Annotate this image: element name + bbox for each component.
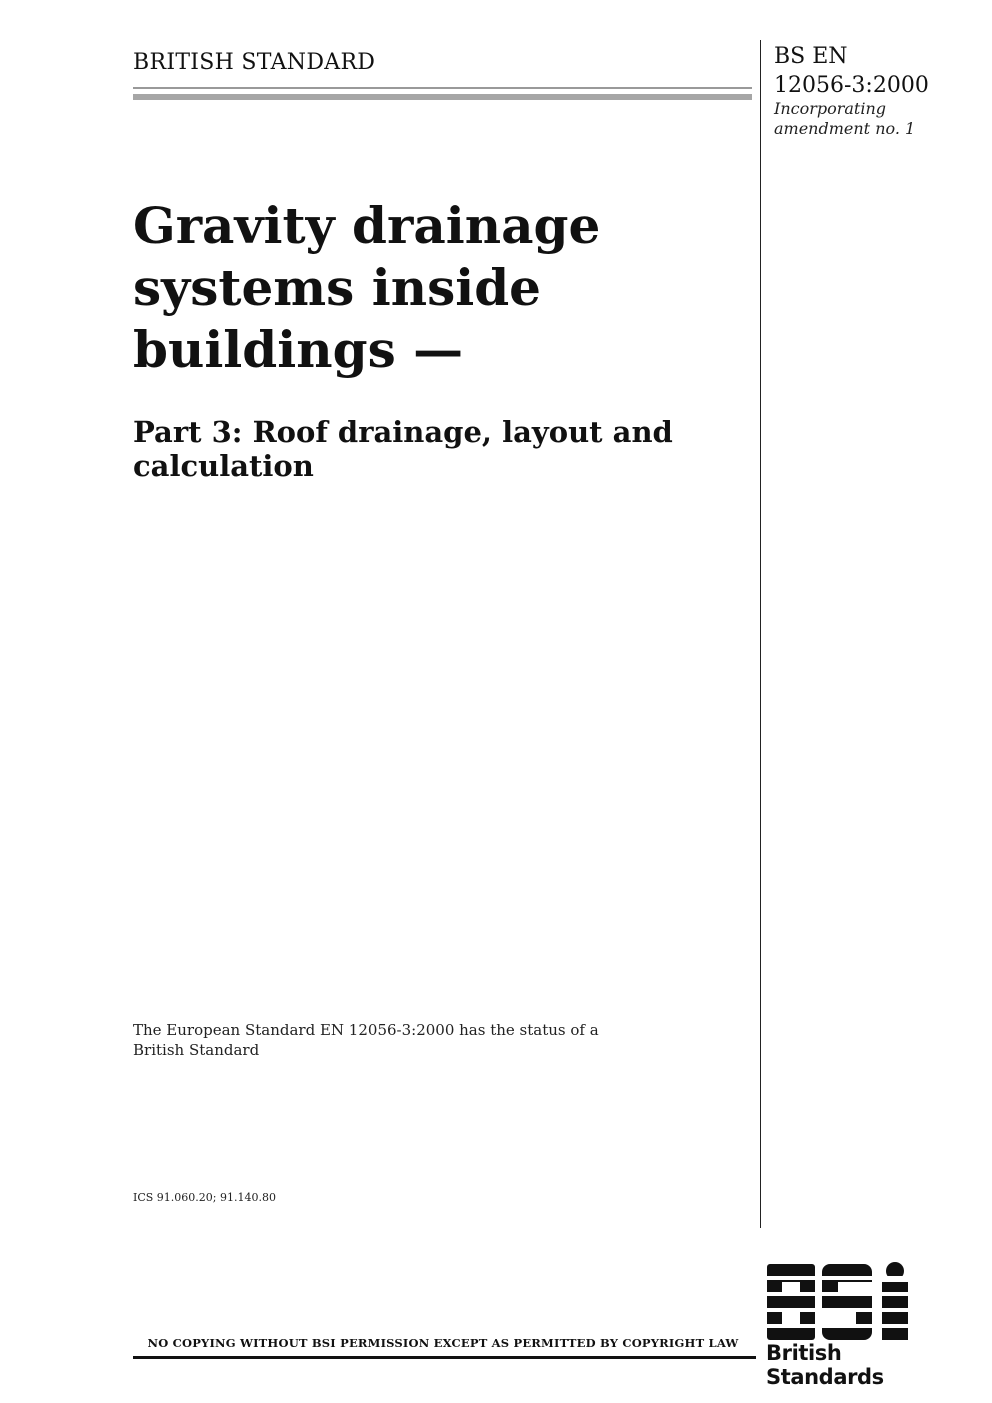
standard-number-line2: 12056-3:2000: [774, 73, 929, 98]
amendment-line2: amendment no. 1: [774, 119, 916, 138]
copyright-notice: NO COPYING WITHOUT BSI PERMISSION EXCEPT AS PERMITTED BY COPYRIGHT LAW: [147, 1336, 739, 1350]
standard-number: [774, 42, 929, 100]
bsi-logo-caption: British Standards: [766, 1341, 884, 1389]
standard-number-line1: BS EN: [774, 44, 848, 69]
amendment-line1: Incorporating: [774, 99, 887, 118]
document-subtitle: [133, 415, 743, 483]
ics-code: ICS 91.060.20; 91.140.80: [133, 1191, 276, 1204]
document-title: [133, 195, 743, 381]
title-line2: systems inside: [133, 258, 541, 317]
status-line2: British Standard: [133, 1041, 260, 1059]
footer-rule: [133, 1356, 756, 1359]
subtitle-line2: calculation: [133, 449, 314, 483]
standard-series-label: BRITISH STANDARD: [133, 50, 376, 75]
header-rule-thin: [133, 87, 752, 89]
amendment-note: [774, 99, 915, 139]
column-divider: [760, 40, 761, 1228]
subtitle-line1: Part 3: Roof drainage, layout and: [133, 415, 673, 449]
header-rule-thick: [133, 94, 752, 100]
status-line1: The European Standard EN 12056-3:2000 has the status of a: [133, 1021, 599, 1039]
title-line1: Gravity drainage: [133, 196, 601, 255]
status-statement: [133, 1020, 653, 1060]
title-line3: buildings —: [133, 320, 464, 379]
